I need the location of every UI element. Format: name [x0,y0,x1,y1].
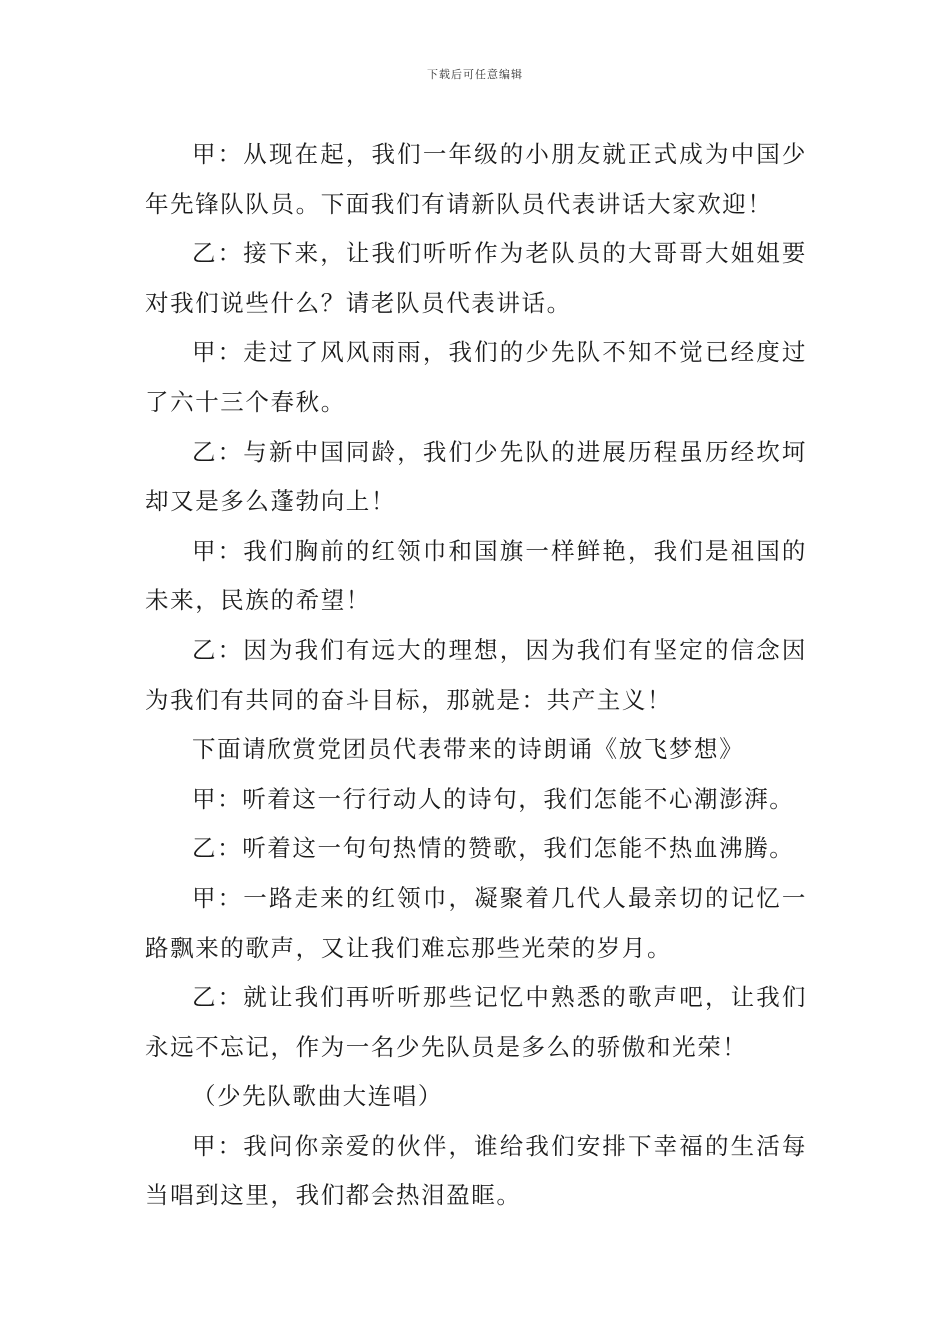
paragraph: 甲：从现在起，我们一年级的小朋友就正式成为中国少年先锋队队员。下面我们有请新队员代表讲话大家欢迎！ [145,140,807,218]
page-header: 下载后可任意编辑 [427,68,523,81]
document-body [145,130,807,1221]
paragraph: 甲：我问你亲爱的伙伴，谁给我们安排下幸福的生活每当唱到这里，我们都会热泪盈眶。 [145,1131,807,1210]
paragraph: （少先队歌曲大连唱） [192,1082,443,1111]
paragraph: 乙：与新中国同龄，我们少先队的进展历程虽历经坎坷却又是多么蓬勃向上！ [145,437,807,516]
paragraph: 乙：接下来，让我们听听作为老队员的大哥哥大姐姐要对我们说些什么？请老队员代表讲话。 [145,239,807,317]
paragraph: 乙：因为我们有远大的理想，因为我们有坚定的信念因为我们有共同的奋斗目标，那就是：共产主义！ [145,635,807,714]
paragraph: 甲：一路走来的红领巾，凝聚着几代人最亲切的记忆一路飘来的歌声，又让我们难忘那些光荣的岁月。 [145,883,807,962]
paragraph: 甲：我们胸前的红领巾和国旗一样鲜艳，我们是祖国的未来，民族的希望！ [145,536,807,615]
paragraph: 下面请欣赏党团员代表带来的诗朗诵《放飞梦想》 [192,735,745,764]
paragraph: 甲：听着这一行行动人的诗句，我们怎能不心潮澎湃。 [192,784,795,813]
paragraph: 甲：走过了风风雨雨，我们的少先队不知不觉已经度过了六十三个春秋。 [145,338,807,416]
paragraph: 乙：听着这一句句热情的赞歌，我们怎能不热血沸腾。 [192,834,795,863]
paragraph: 乙：就让我们再听听那些记忆中熟悉的歌声吧，让我们永远不忘记，作为一名少先队员是多么的骄傲和光荣！ [145,983,807,1061]
